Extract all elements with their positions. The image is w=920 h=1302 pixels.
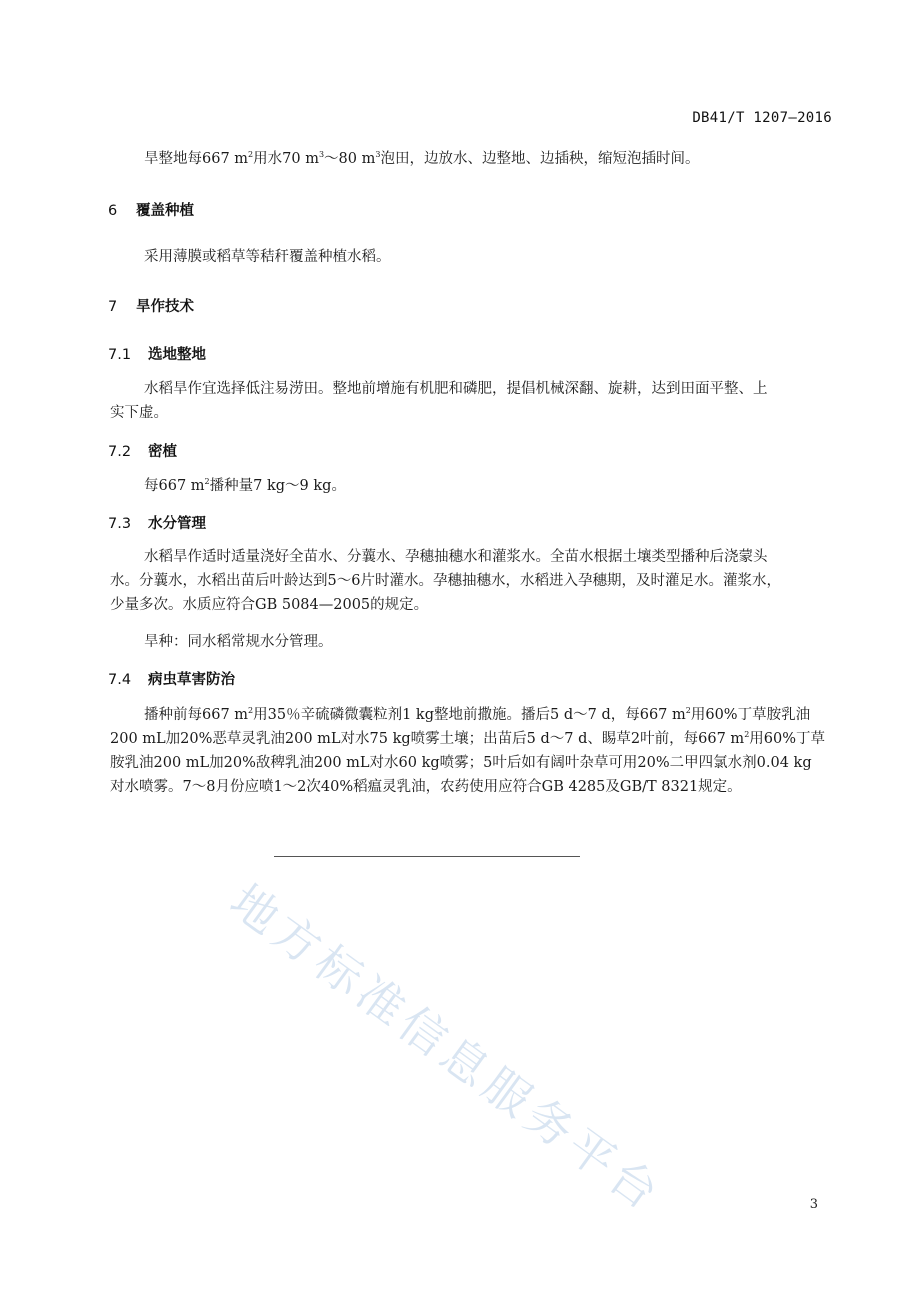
- section-title: 选地整地: [148, 347, 206, 363]
- section-number: 7.3: [108, 516, 132, 532]
- section-number: 6: [108, 203, 118, 219]
- section-number: 7.4: [108, 672, 132, 688]
- section-number: 7: [108, 299, 118, 315]
- section-number: 7.2: [108, 444, 132, 460]
- section-7-3-note: 旱种：同水稻常规水分管理。: [144, 634, 333, 650]
- section-7-3-body: 水稻旱作适时适量浇好全苗水、分蘘水、孕穗抽穗水和灌浆水。全苗水根据土壤类型播种后浇蒙头 水。分蘘水，水稻出苗后叶龄达到5～6片时灌水。孕穗抽穗水，水稻进入孕穗期，及时灌足水。灌浆水， 少量多次。水质应符合GB 5084—2005的规定。: [110, 549, 781, 613]
- section-6-body: 采用薄膜或稻草等秸秆覆盖种植水稻。: [144, 249, 391, 265]
- end-of-document-rule: [274, 856, 580, 857]
- section-7-4-body: 播种前每667 $m^2$用35％辛硫磷微囊粒剂1 kg整地前撒施。播后5 d～7 d，每667 $m^2$用60%丁草胺乳油 200 mL加20%恶草灵乳油200 mL对水75 kg喷雾土壤；出苗后5 d～7 d、睗草2叶前，每667 $m^2$用60%丁草 胺乳油200 mL加20%敌稗乳油200 mL对水60 kg喷雾；5叶后如有阔叶杂草可用20%二甲四氯水剂0.04 kg 对水喷雾。7～8月份应喷1～2次40%稻瘟灵乳油，农药使用应符合GB 4285及GB/T 8321规定。: [110, 706, 826, 795]
- section-title: 水分管理: [148, 516, 206, 532]
- section-title: 病虫草害防治: [148, 672, 235, 688]
- section-7-heading: [108, 295, 194, 316]
- page-number: 3: [809, 1197, 818, 1212]
- section-title: 旱作技术: [136, 299, 194, 315]
- watermark: 地方标准信息服务平台: [220, 873, 673, 1223]
- section-7-2-body: 每667 $m^2$播种量7 kg～9 kg。: [144, 477, 346, 494]
- section-7-3-heading: [108, 512, 206, 533]
- section-7-2-heading: [108, 440, 177, 461]
- section-7-1-body: 水稻旱作宜选择低注易涝田。整地前增施有机肥和磷肥，提倡机械深翻、旋耕，达到田面平整、上 实下虚。: [110, 381, 768, 421]
- section-number: 7.1: [108, 347, 132, 363]
- document-code: DB41/T 1207—2016: [692, 110, 832, 126]
- section-title: 覆盖种植: [136, 203, 194, 219]
- section-6-heading: [108, 199, 194, 220]
- intro-paragraph: [110, 147, 834, 171]
- section-7-1-heading: [108, 343, 206, 364]
- section-7-4-heading: [108, 668, 235, 689]
- intro-line: 旱整地每667 $m^2$用水70 $m^3\sim 80$ $m^3$泡田，边放水、边整地、边插秧，缩短泡插时间。: [144, 150, 700, 167]
- section-title: 密植: [148, 444, 177, 460]
